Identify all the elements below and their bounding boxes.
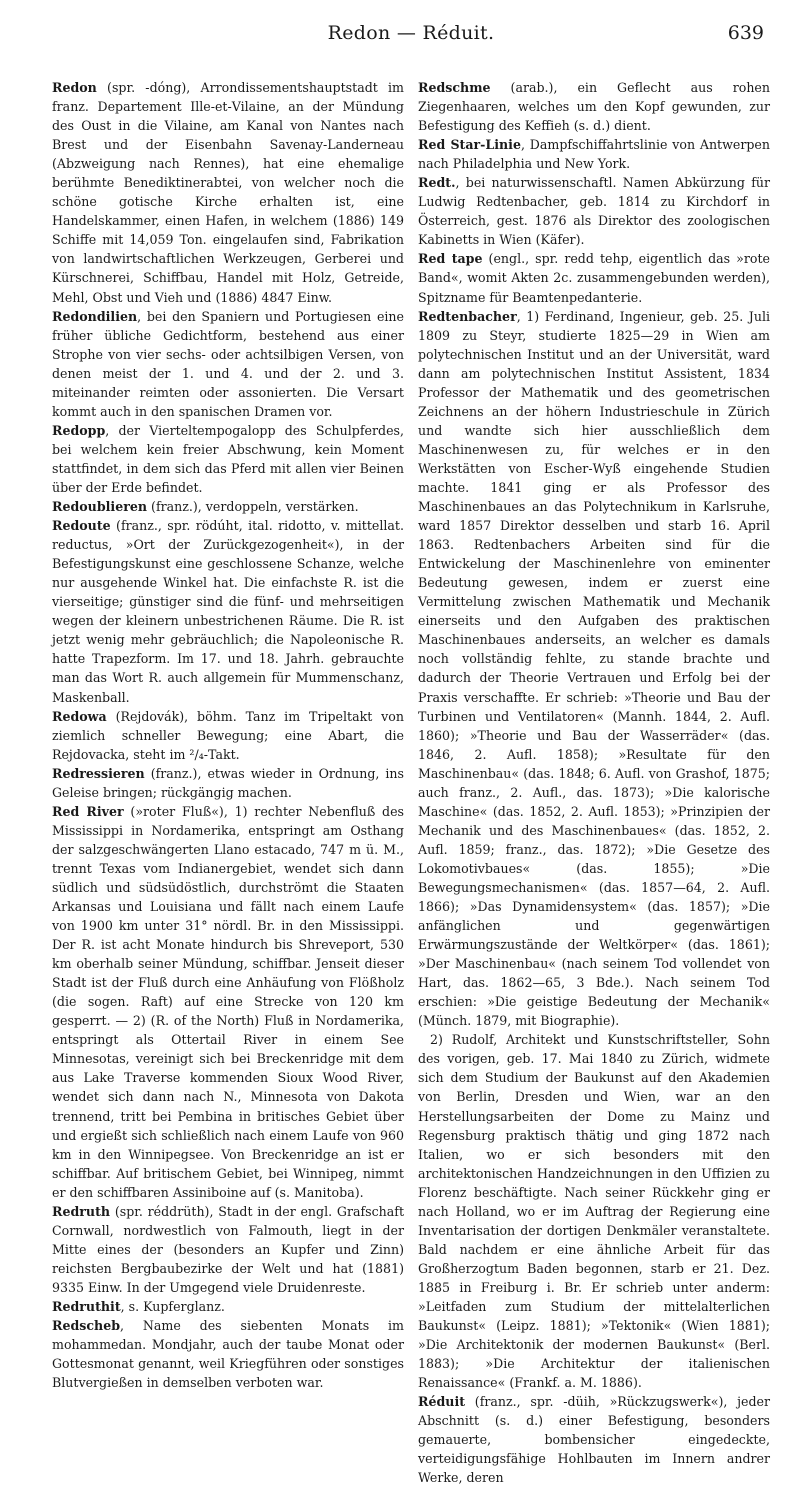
entry-text: , Name des siebenten Monats im mohammedan. Mondjahr, auch der taube Monat oder Gottesmonat genannt, weil Kriegführen oder sonstiges Blutvergießen in demselben verboten war. <box>52 1318 404 1391</box>
dictionary-entry <box>52 307 404 421</box>
entry-text: , der Vierteltempogalopp des Schulpferdes, bei welchem kein freier Abschwung, kein Moment stattfindet, in dem sich das Pferd mit allen vier Beinen über der Erde befindet. <box>52 422 404 495</box>
entry-headword: Redondilien <box>52 308 138 324</box>
dictionary-entry <box>418 249 770 306</box>
entry-text: (franz.), verdoppeln, verstärken. <box>147 499 359 515</box>
entry-headword: Redowa <box>52 708 107 724</box>
entry-text: (spr. réddrüth), Stadt in der engl. Grafschaft Cornwall, nordwestlich von Falmouth, liegt in der Mitte eines der (besonders an Kupfer und Zinn) reichsten Bergbaubezirke der Welt und hat (1881) 9335 Einw. In der Umgegend viele Druidenreste. <box>52 1203 404 1295</box>
dictionary-entry <box>52 1202 404 1297</box>
dictionary-entry <box>52 1316 404 1392</box>
entry-headword: Redscheb <box>52 1318 121 1334</box>
running-title: Redon — Réduit. <box>327 22 495 44</box>
entry-headword: Redon <box>52 80 97 95</box>
dictionary-entry <box>418 78 770 135</box>
right-column <box>418 78 770 1487</box>
dictionary-entry <box>52 802 404 1202</box>
dictionary-entry <box>52 78 404 307</box>
entry-text: , bei naturwissenschaftl. Namen Abkürzung für Ludwig Redtenbacher, geb. 1814 zu Kirchdorf in Österreich, gest. 1876 als Direktor des zoologischen Kabinetts in Wien (Käfer). <box>418 175 770 248</box>
dictionary-entry <box>52 1297 404 1316</box>
entry-headword: Réduit <box>418 1394 466 1410</box>
entry-text: , 1) Ferdinand, Ingenieur, geb. 25. Juli 1809 zu Steyr, studierte 1825—29 in Wien am polytechnischen Institut und an der Universität, ward dann am polytechnischen Institut Assistent, 1834 Professor der Mathematik und des geometrischen Zeichnens an der höhern Industrieschule in Zürich und wandte sich hier ausschließlich dem Maschinenwesen zu, für welches er in den Werkstätten von Escher‑Wyß eingehende Studien machte. 1841 ging er als Professor des Maschinenbaues an das Polytechnikum in Karlsruhe, ward 1857 Direktor desselben und starb 16. April 1863. Redtenbachers Arbeiten sind für die Entwickelung der Maschinenlehre von eminenter Bedeutung gewesen, indem er zuerst eine Vermittelung zwischen Mathematik und Mechanik einerseits und den Aufgaben des praktischen Maschinenbaues anderseits, an welcher es damals noch vollständig fehlte, zu stande brachte und dadurch der Theorie Vertrauen und Erfolg bei der Praxis verschaffte. Er schrieb: »Theorie und Bau der Turbinen und Ventilatoren« (Mannh. 1844, 2. Aufl. 1860); »Theorie und Bau der Wasserräder« (das. 1846, 2. Aufl. 1858); »Resultate für den Maschinenbau« (das. 1848; 6. Aufl. von Grashof, 1875; auch franz., 2. Aufl., das. 1873); »Die kalorische Maschine« (das. 1852, 2. Aufl. 1853); »Prinzipien der Mechanik und des Maschinenbaues« (das. 1852, 2. Aufl. 1859; franz., das. 1872); »Die Gesetze des Lokomotivbaues« (das. 1855); »Die Bewegungsmechanismen« (das. 1857—64, 2. Aufl. 1866); »Das Dynamidensystem« (das. 1857); »Die anfänglichen und gegenwärtigen Erwärmungszustände der Weltkörper« (das. 1861); »Der Maschinenbau« (nach seinem Tod vollendet von Hart, das. 1862—65, 3 Bde.). Nach seinem Tod erschien: »Die geistige Bedeutung der Mechanik« (Münch. 1879, mit Biographie). <box>418 308 770 1029</box>
entry-text: , s. Kupferglanz. <box>120 1299 225 1314</box>
entry-text: (engl., spr. redd tehp, eigentlich das »rote Band«, womit Akten 2c. zusammengebunden werden), Spitzname für Beamtenpedanterie. <box>418 251 770 305</box>
entry-text: , Dampfschiffahrtslinie von Antwerpen nach Philadelphia und New York. <box>418 137 770 172</box>
page-header <box>52 20 770 54</box>
entry-headword: Redoute <box>52 518 111 534</box>
entry-headword: Redressieren <box>52 765 145 781</box>
dictionary-entry <box>418 173 770 249</box>
dictionary-entry <box>418 307 770 1031</box>
entry-text: (Rejdovák), böhm. Tanz im Tripeltakt von ziemlich schneller Bewegung; eine Abart, die Rejdovacka, steht im ²/₄‑Takt. <box>52 708 404 762</box>
entry-headword: Red River <box>52 803 124 819</box>
dictionary-entry <box>52 707 404 764</box>
entry-headword: Redtenbacher <box>418 308 517 324</box>
dictionary-entry <box>418 1030 770 1392</box>
entry-headword: Red Star‑Linie <box>418 137 521 153</box>
dictionary-entry <box>418 1392 770 1487</box>
entry-text: (arab.), ein Geflecht aus rohen Ziegenhaaren, welches um den Kopf gewunden, zur Befestigung des Keffieh (s. d.) dient. <box>418 80 770 134</box>
entry-text: , bei den Spaniern und Portugiesen eine früher übliche Gedichtform, bestehend aus einer Strophe von vier sechs‑ oder achtsilbigen Versen, von denen meist der 1. und 4. und der 2. und 3. miteinander reimten oder assonierten. Die Versart kommt auch in den spanischen Dramen vor. <box>52 308 404 419</box>
entry-headword: Redruth <box>52 1203 111 1219</box>
text-columns <box>52 78 770 1487</box>
entry-text: (franz., spr. rödúht, ital. ridotto, v. mittellat. reductus, »Ort der Zurückgezogenheit«), in der Befestigungskunst eine geschlossene Schanze, welche nur ausgehende Winkel hat. Die einfachste R. ist die vierseitige; günstiger sind die fünf‑ und mehrseitigen wegen der kleinern unbestrichenen Räume. Die R. ist jetzt wenig mehr gebräuchlich; die Napoleonische R. hatte Trapezform. Im 17. und 18. Jahrh. gebrauchte man das Wort R. auch allgemein für Mummenschanz, Maskenball. <box>52 518 404 705</box>
entry-headword: Redschme <box>418 80 491 95</box>
dictionary-entry <box>418 135 770 173</box>
entry-headword: Redt. <box>418 175 456 191</box>
entry-text: (franz.), etwas wieder in Ordnung, ins Geleise bringen; rückgängig machen. <box>52 765 404 800</box>
left-column <box>52 78 404 1487</box>
entry-text: (spr. ‑dóng), Arrondissementshauptstadt im franz. Departement Ille‑et‑Vilaine, an der Mündung des Oust in die Vilaine, am Kanal von Nantes nach Brest und der Eisenbahn Savenay‑Landerneau (Abzweigung nach Rennes), hat eine ehemalige berühmte Benediktinerabtei, von welcher noch die schöne gotische Kirche erhalten ist, eine Handelskammer, einen Hafen, in welchem (1886) 149 Schiffe mit 14,059 Ton. eingelaufen sind, Fabrikation von landwirtschaftlichen Werkzeugen, Gerberei und Kürschnerei, Schiffbau, Handel mit Holz, Getreide, Mehl, Obst und Vieh und (1886) 4847 Einw. <box>52 80 404 305</box>
dictionary-entry <box>52 516 404 706</box>
entry-headword: Redruthit <box>52 1299 121 1314</box>
dictionary-entry <box>52 421 404 497</box>
entry-headword: Redoublieren <box>52 499 148 515</box>
entry-headword: Redopp <box>52 422 106 438</box>
dictionary-entry <box>52 764 404 802</box>
entry-text: 2) Rudolf, Architekt und Kunstschriftsteller, Sohn des vorigen, geb. 17. Mai 1840 zu Zürich, widmete sich dem Studium der Baukunst auf den Akademien von Berlin, Dresden und Wien, war an den Herstellungsarbeiten der Dome zu Mainz und Regensburg praktisch thätig und ging 1872 nach Italien, wo er sich besonders mit den architektonischen Handzeichnungen in den Uffizien zu Florenz beschäftigte. Nach seiner Rückkehr ging er nach Holland, wo er im Auftrag der Regierung eine Inventarisation der dortigen Denkmäler veranstaltete. Bald nachdem er eine ähnliche Arbeit für das Großherzogtum Baden begonnen, starb er 21. Dez. 1885 in Freiburg i. Br. Er schrieb unter anderm: »Leitfaden zum Studium der mittelalterlichen Baukunst« (Leipz. 1881); »Tektonik« (Wien 1881); »Die Architektonik der modernen Baukunst« (Berl. 1883); »Die Architektur der italienischen Renaissance« (Frankf. a. M. 1886). <box>418 1032 770 1391</box>
dictionary-entry <box>52 497 404 516</box>
entry-text: (»roter Fluß«), 1) rechter Nebenfluß des Mississippi in Nordamerika, entspringt am Osthang der salzgeschwängerten Llano estacado, 747 m ü. M., trennt Texas vom Indianergebiet, wendet sich dann südlich und südsüdöstlich, durchströmt die Staaten Arkansas und Louisiana und fällt nach einem Laufe von 1900 km unter 31° nördl. Br. in den Mississippi. Der R. ist acht Monate hindurch bis Shreveport, 530 km oberhalb seiner Mündung, schiffbar. Jenseit dieser Stadt ist der Fluß durch eine Anhäufung von Flößholz (die sogen. Raft) auf eine Strecke von 120 km gesperrt. — 2) (R. of the North) Fluß in Nordamerika, entspringt als Ottertail River in einem See Minnesotas, vereinigt sich bei Breckenridge mit dem aus Lake Traverse kommenden Sioux Wood River, wendet sich dann nach N., Minnesota von Dakota trennend, tritt bei Pembina in britisches Gebiet über und ergießt sich schließlich nach einem Laufe von 960 km in den Winnipegsee. Von Breckenridge an ist er schiffbar. Auf britischem Gebiet, bei Winnipeg, nimmt er den schiffbaren Assiniboine auf (s. Manitoba). <box>52 803 405 1200</box>
page-number: 639 <box>727 22 764 44</box>
entry-headword: Red tape <box>418 251 483 267</box>
entry-text: (franz., spr. ‑düih, »Rückzugswerk«), jeder Abschnitt (s. d.) einer Befestigung, besonders gemauerte, bombensicher eingedeckte, verteidigungsfähige Hohlbauten im Innern andrer Werke, deren <box>418 1394 770 1486</box>
